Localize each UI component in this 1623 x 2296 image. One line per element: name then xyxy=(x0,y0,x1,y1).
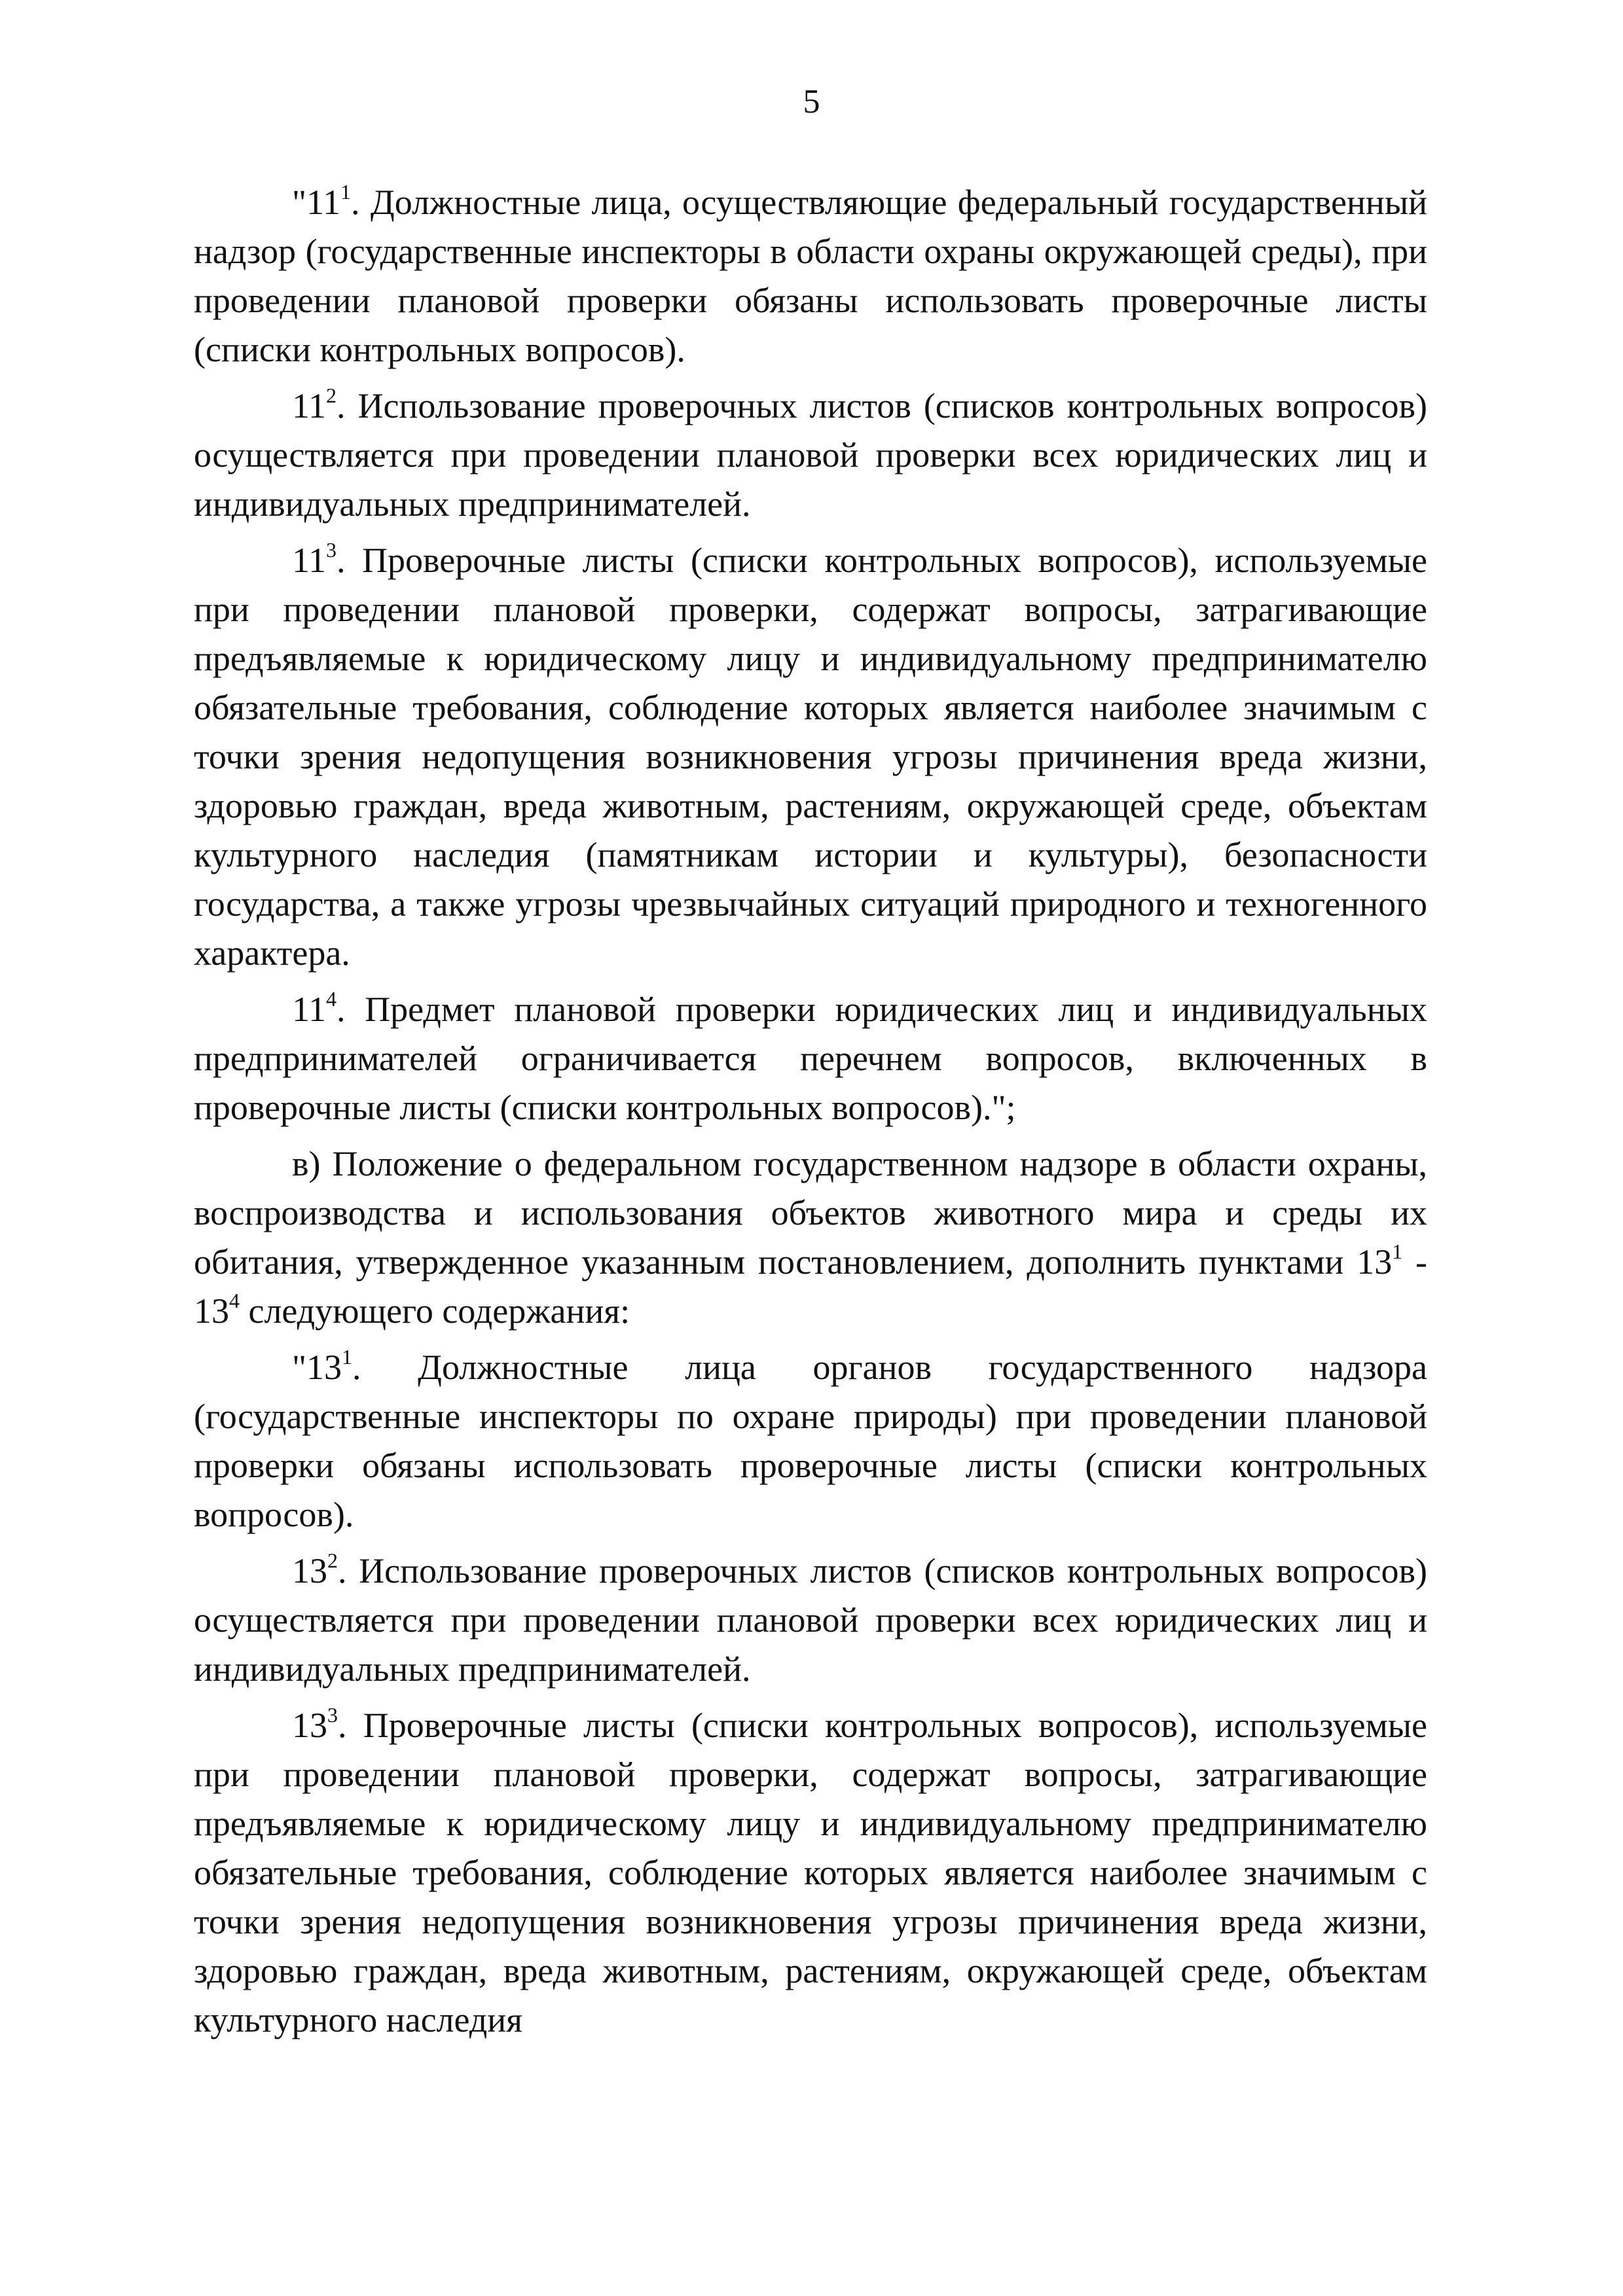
paragraph-superscript: 4 xyxy=(229,1289,240,1312)
paragraph-number: 11 xyxy=(292,541,326,580)
page-number: 5 xyxy=(803,83,820,120)
paragraph-text: следующего содержания: xyxy=(240,1291,630,1331)
paragraph-text: . Должностные лица, осуществляющие федеральный государственный надзор (государственные инспекторы в области охраны окружающей среды), при проведении плановой проверки обязаны использовать проверочные листы (списки контрольных вопросов). xyxy=(194,183,1427,369)
paragraph-number-superscript: 3 xyxy=(326,538,337,562)
paragraph-number: 13 xyxy=(292,1551,327,1590)
paragraph-13-1 xyxy=(194,1343,1427,1539)
paragraph-text: . Предмет плановой проверки юридических лиц и индивидуальных предпринимателей ограничивается перечнем вопросов, включенных в проверочные листы (списки контрольных вопросов)."; xyxy=(194,990,1427,1127)
paragraph-v xyxy=(194,1139,1427,1336)
paragraph-number-superscript: 4 xyxy=(326,987,337,1011)
paragraph-text: . Проверочные листы (списки контрольных вопросов), используемые при проведении плановой проверки, содержат вопросы, затрагивающие предъявляемые к юридическому лицу и индивидуальному предпринимателю обязательные требования, соблюдение которых является наиболее значимым с точки зрения недопущения возникновения угрозы причинения вреда жизни, здоровью граждан, вреда животным, растениям, окружающей среде, объектам культурного наследия (памятникам истории и культуры), безопасности государства, а также угрозы чрезвычайных ситуаций природного и техногенного характера. xyxy=(194,541,1427,973)
paragraph-number: "11 xyxy=(292,183,341,222)
paragraph-11-3 xyxy=(194,536,1427,978)
paragraph-number-superscript: 1 xyxy=(342,1345,353,1369)
paragraph-number: 11 xyxy=(292,990,326,1029)
paragraph-superscript: 1 xyxy=(1392,1240,1403,1263)
paragraph-text: . Использование проверочных листов (списков контрольных вопросов) осуществляется при проведении плановой проверки всех юридических лиц и индивидуальных предпринимателей. xyxy=(194,386,1427,524)
paragraph-number: "13 xyxy=(292,1348,342,1387)
paragraph-number-superscript: 2 xyxy=(326,384,337,407)
paragraph-number-superscript: 3 xyxy=(327,1703,338,1727)
paragraph-text: . Использование проверочных листов (списков контрольных вопросов) осуществляется при проведении плановой проверки всех юридических лиц и индивидуальных предпринимателей. xyxy=(194,1551,1427,1689)
paragraph-number-superscript: 2 xyxy=(327,1549,338,1572)
paragraph-11-2 xyxy=(194,382,1427,529)
paragraph-11-4 xyxy=(194,985,1427,1132)
paragraph-13-3 xyxy=(194,1701,1427,2045)
paragraph-11-1 xyxy=(194,178,1427,374)
paragraph-text: . Проверочные листы (списки контрольных вопросов), используемые при проведении плановой проверки, содержат вопросы, затрагивающие предъявляемые к юридическому лицу и индивидуальному предпринимателю обязательные требования, соблюдение которых является наиболее значимым с точки зрения недопущения возникновения угрозы причинения вреда жизни, здоровью граждан, вреда животным, растениям, окружающей среде, объектам культурного наследия xyxy=(194,1706,1427,2039)
paragraph-text: . Должностные лица органов государственного надзора (государственные инспекторы по охране природы) при проведении плановой проверки обязаны использовать проверочные листы (списки контрольных вопросов). xyxy=(194,1348,1427,1534)
paragraph-text: в) Положение о федеральном государственном надзоре в области охраны, воспроизводства и использования объектов животного мира и среды их обитания, утвержденное указанным постановлением, дополнить пунктами 13 xyxy=(194,1144,1427,1282)
paragraph-number: 11 xyxy=(292,386,326,425)
document-body xyxy=(194,178,1427,2045)
paragraph-number: 13 xyxy=(292,1706,327,1745)
paragraph-number-superscript: 1 xyxy=(340,180,352,204)
paragraph-text: - 13 xyxy=(194,1242,1428,1331)
paragraph-13-2 xyxy=(194,1547,1427,1694)
